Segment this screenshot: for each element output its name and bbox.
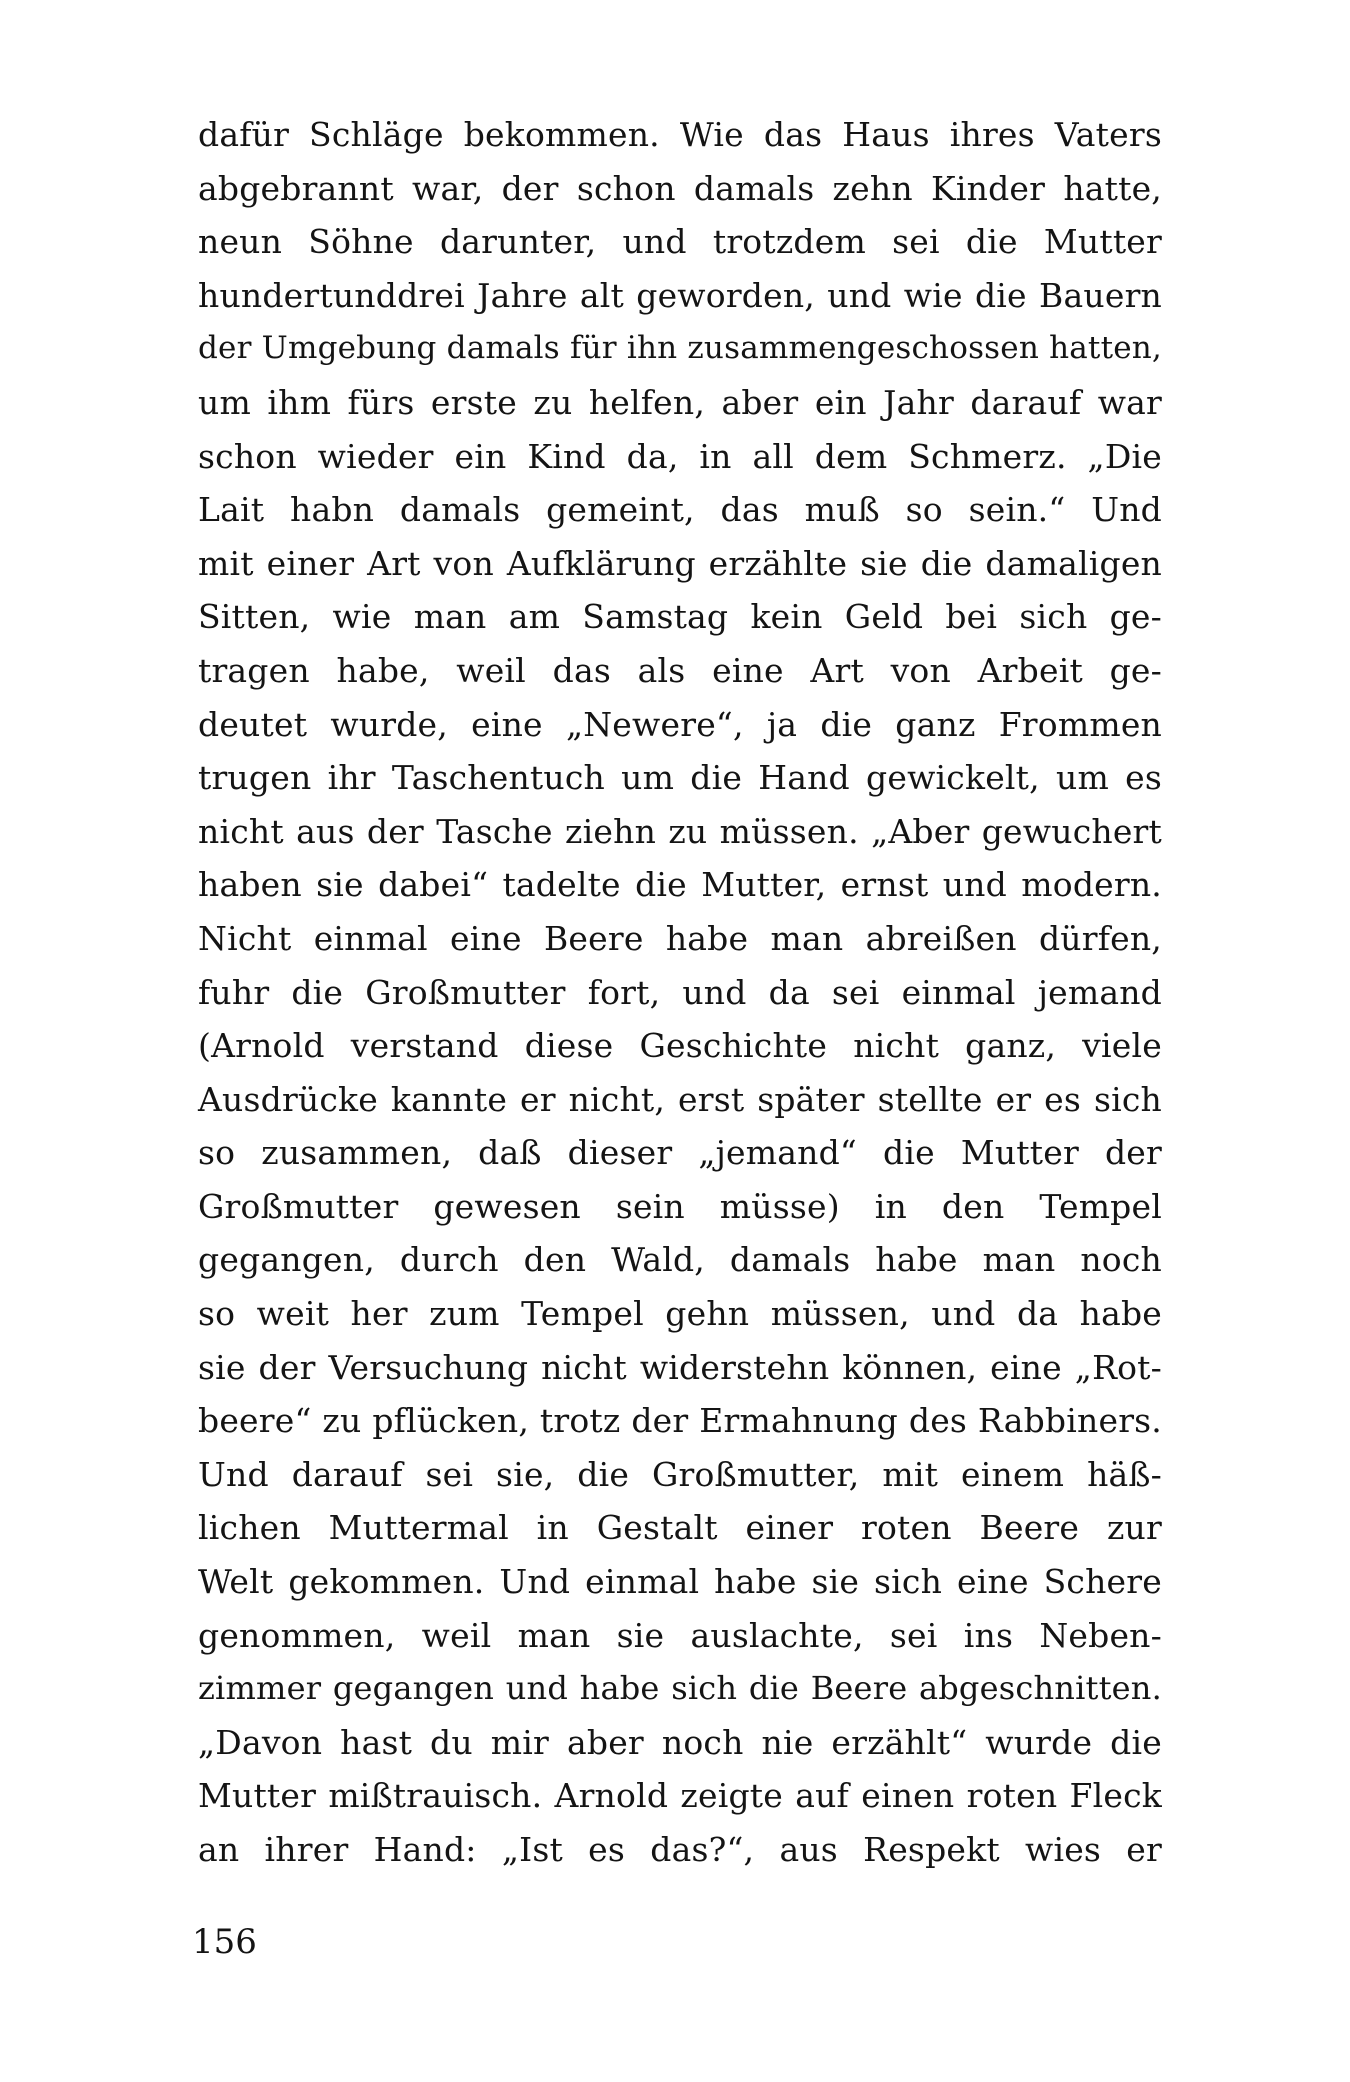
text-line: der Umgebung damals für ihn zusammengeschossen hatten, bbox=[198, 330, 1162, 367]
text-line: an ihrer Hand: „Ist es das?“, aus Respekt wies er bbox=[198, 1830, 1162, 1869]
text-line: nicht aus der Tasche ziehn zu müssen. „Aber gewuchert bbox=[198, 811, 1162, 851]
text-line: schon wieder ein Kind da, in all dem Schmerz. „Die bbox=[198, 436, 1162, 476]
text-line: Welt gekommen. Und einmal habe sie sich eine Schere bbox=[198, 1562, 1162, 1602]
text-line: neun Söhne darunter, und trotzdem sei die Mutter bbox=[198, 222, 1162, 262]
text-line: Und darauf sei sie, die Großmutter, mit einem häß- bbox=[198, 1454, 1162, 1494]
text-line: Lait habn damals gemeint, das muß so sein.“ Und bbox=[198, 490, 1162, 530]
text-line: Großmutter gewesen sein müsse) in den Tempel bbox=[198, 1186, 1162, 1226]
text-line: abgebrannt war, der schon damals zehn Kinder hatte, bbox=[198, 168, 1162, 208]
text-line: um ihm fürs erste zu helfen, aber ein Jahr darauf war bbox=[198, 382, 1162, 422]
text-line: haben sie dabei“ tadelte die Mutter, ernst und modern. bbox=[198, 865, 1162, 905]
text-line: beere“ zu pflücken, trotz der Ermahnung des Rabbiners. bbox=[198, 1401, 1162, 1441]
text-line: Ausdrücke kannte er nicht, erst später stellte er es sich bbox=[198, 1079, 1162, 1119]
text-line: gegangen, durch den Wald, damals habe man noch bbox=[198, 1240, 1162, 1280]
text-line: hundertunddrei Jahre alt geworden, und wie die Bauern bbox=[198, 275, 1162, 315]
text-line: dafür Schläge bekommen. Wie das Haus ihres Vaters bbox=[198, 115, 1162, 154]
text-line: lichen Muttermal in Gestalt einer roten Beere zur bbox=[198, 1508, 1162, 1548]
text-line: Nicht einmal eine Beere habe man abreißen dürfen, bbox=[198, 918, 1162, 958]
page-number: 156 bbox=[192, 1922, 257, 1962]
text-line: deutet wurde, eine „Newere“, ja die ganz Frommen bbox=[198, 704, 1162, 744]
text-line: so zusammen, daß dieser „jemand“ die Mutter der bbox=[198, 1133, 1162, 1173]
text-line: „Davon hast du mir aber noch nie erzählt“ wurde die bbox=[198, 1722, 1162, 1762]
text-line: trugen ihr Taschentuch um die Hand gewickelt, um es bbox=[198, 758, 1162, 798]
text-line: so weit her zum Tempel gehn müssen, und da habe bbox=[198, 1294, 1162, 1334]
text-line: mit einer Art von Aufklärung erzählte sie die damaligen bbox=[198, 543, 1162, 583]
page-body-text bbox=[198, 108, 1162, 1877]
text-line: genommen, weil man sie auslachte, sei ins Neben- bbox=[198, 1615, 1162, 1655]
text-line: Mutter mißtrauisch. Arnold zeigte auf einen roten Fleck bbox=[198, 1776, 1162, 1816]
text-line: sie der Versuchung nicht widerstehn können, eine „Rot- bbox=[198, 1347, 1162, 1387]
text-line: (Arnold verstand diese Geschichte nicht ganz, viele bbox=[198, 1026, 1162, 1066]
text-line: zimmer gegangen und habe sich die Beere abgeschnitten. bbox=[198, 1669, 1162, 1708]
text-line: Sitten, wie man am Samstag kein Geld bei sich ge- bbox=[198, 597, 1162, 637]
text-line: fuhr die Großmutter fort, und da sei einmal jemand bbox=[198, 972, 1162, 1012]
text-line: tragen habe, weil das als eine Art von Arbeit ge- bbox=[198, 650, 1162, 690]
